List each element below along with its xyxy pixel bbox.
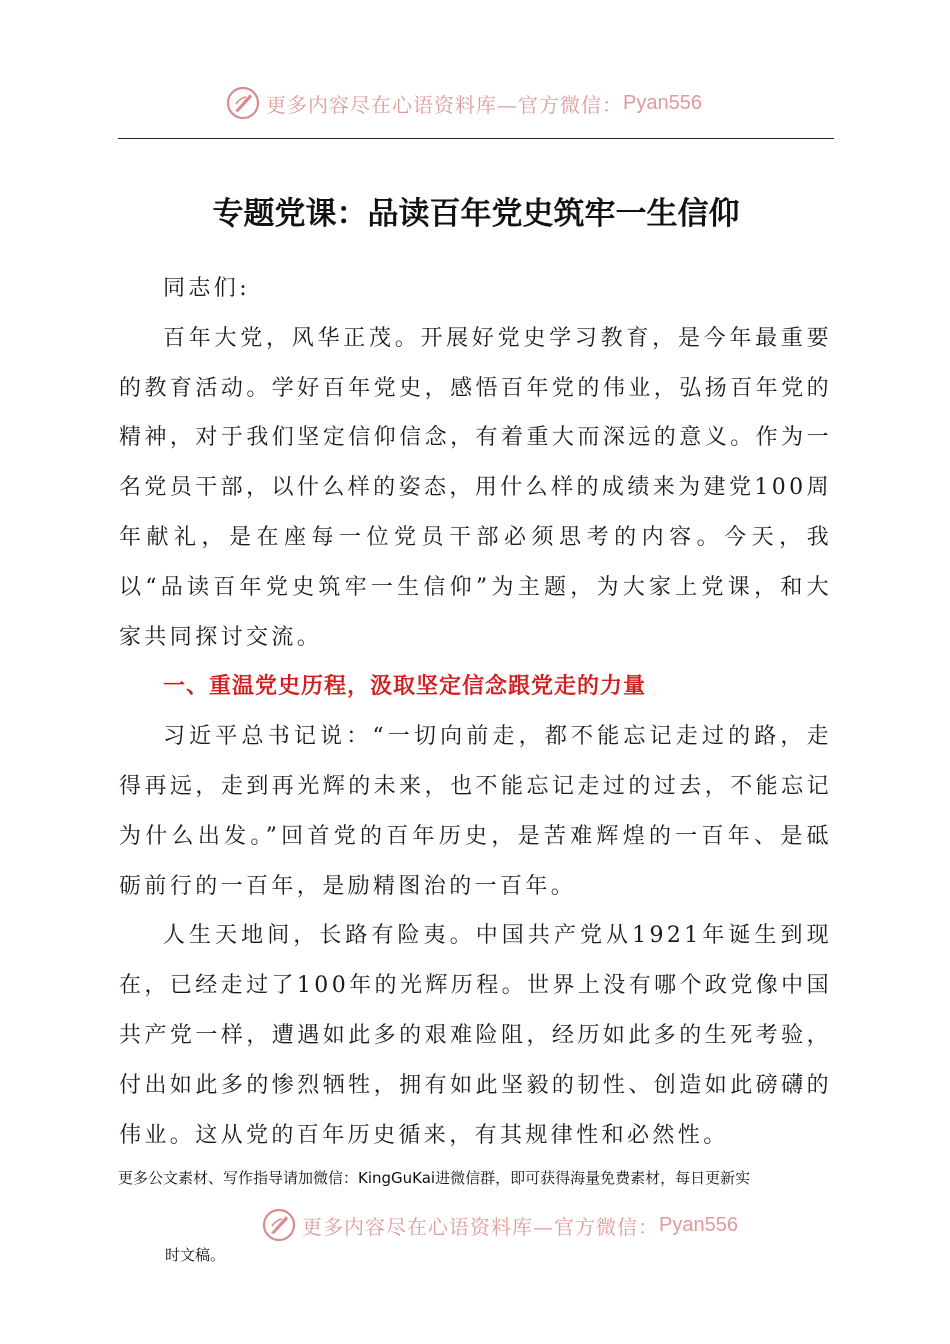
footer-note-continued: 时文稿。 (165, 1246, 226, 1264)
header-divider (118, 138, 834, 139)
watermark-text: 更多内容尽在心语资料库—官方微信： (266, 92, 623, 117)
greeting: 同志们: (163, 276, 251, 301)
watermark-id: Pyan556 (659, 1213, 738, 1236)
document-title: 专题党课：品读百年党史筑牢一生信仰 (212, 196, 740, 232)
watermark-footer (262, 1208, 738, 1242)
paragraph-history: 人生天地间，长路有险夷。中国共产党从1921年诞生到现在，已经走过了100年的光辉历程。世界上没有哪个政党像中国共产党一样，遭遇如此多的艰难险阻，经历如此多的生死考验，付出如此多的惨烈牺牲，拥有如此坚毅的韧性、创造如此磅礴的伟业。这从党的百年历史循来，有其规律性和必然性。 (119, 923, 832, 1148)
watermark-text: 更多内容尽在心语资料库—官方微信： (302, 1214, 659, 1239)
document-body (119, 264, 832, 1160)
paragraph-quote: 习近平总书记说：“一切向前走，都不能忘记走过的路，走得再远，走到再光辉的未来，也不能忘记走过的过去，不能忘记为什么出发。”回首党的百年历史，是苦难辉煌的一百年、是砥砺前行的一百年，是励精图治的一百年。 (119, 724, 832, 899)
section-heading: 一、重温党史历程，汲取坚定信念跟党走的力量 (163, 674, 647, 700)
paragraph-intro: 百年大党，风华正茂。开展好党史学习教育，是今年最重要的教育活动。学好百年党史，感悟百年党的伟业，弘扬百年党的精神，对于我们坚定信仰信念，有着重大而深远的意义。作为一名党员干部，以什么样的姿态，用什么样的成绩来为建党100周年献礼，是在座每一位党员干部必须思考的内容。今天，我以“品读百年党史筑牢一生信仰”为主题，为大家上党课，和大家共同探讨交流。 (119, 325, 832, 650)
quill-logo-icon (262, 1208, 296, 1242)
watermark-id: Pyan556 (623, 91, 702, 114)
footer-note: 更多公文素材、写作指导请加微信：KingGuKai进微信群，即可获得海量免费素材，每日更新实 (118, 1169, 751, 1187)
watermark-header (226, 86, 702, 120)
quill-logo-icon (226, 86, 260, 120)
